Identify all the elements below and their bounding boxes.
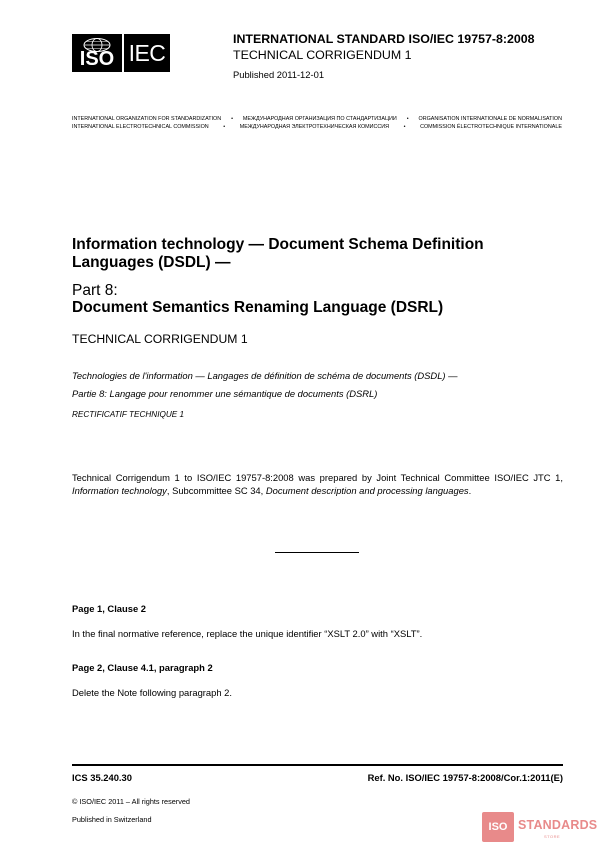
section-heading: Page 2, Clause 4.1, paragraph 2 [72,662,213,673]
french-title: Technologies de l'information — Langages de définition de schéma de documents (DSDL) — [72,370,458,381]
footer-rule [72,764,563,766]
org-name: INTERNATIONAL ORGANIZATION FOR STANDARDIZATION [72,116,222,122]
iso-standards-store-watermark [482,812,598,844]
french-part-title: Partie 8: Langage pour renommer une sémantique de documents (DSRL) [72,388,378,399]
iso-logo-text: ISO [79,48,115,70]
standard-number: INTERNATIONAL STANDARD ISO/IEC 19757-8:2008 [233,32,535,46]
separator: • [231,116,233,122]
org-line-2 [72,124,562,130]
part-number: Part 8: [72,282,118,299]
intro-italic: Document description and processing languages [265,485,469,496]
copyright: © ISO/IEC 2011 – All rights reserved [72,797,190,806]
watermark-label: STANDARDS [518,818,598,832]
published-date: Published 2011-12-01 [233,69,325,80]
section-body: Delete the Note following paragraph 2. [72,687,232,698]
intro-italic: Information technology [72,485,167,496]
reference-number: Ref. No. ISO/IEC 19757-8:2008/Cor.1:2011(E) [367,772,563,783]
part-title: Document Semantics Renaming Language (DSRL) [72,299,444,316]
intro-text: Technical Corrigendum 1 to ISO/IEC 19757-8:2008 was prepared by Joint Technical Committee ISO/IEC JTC 1, [72,472,563,483]
watermark-badge: ISO [482,812,514,842]
intro-text: . [468,485,472,496]
org-name: МЕЖДУНАРОДНАЯ ЭЛЕКТРОТЕХНИЧЕСКАЯ КОМИССИЯ [239,124,390,130]
french-corrigendum: RECTIFICATIF TECHNIQUE 1 [72,410,185,419]
iso-logo [72,34,122,72]
iec-logo [124,34,170,72]
corrigendum-label: TECHNICAL CORRIGENDUM 1 [233,48,412,62]
ics-code: ICS 35.240.30 [72,772,132,783]
document-title: Information technology — Document Schema Definition Languages (DSDL) — [72,236,484,271]
org-line-1 [72,116,562,122]
separator: • [223,124,226,130]
org-name: INTERNATIONAL ELECTROTECHNICAL COMMISSION [72,124,209,130]
org-name: ORGANISATION INTERNATIONALE DE NORMALISATION [418,116,562,122]
intro-paragraph [72,471,563,497]
watermark-sub: STORE [544,834,561,839]
intro-text: , Subcommittee SC 34, [166,485,266,496]
org-name: МЕЖДУНАРОДНАЯ ОРГАНИЗАЦИЯ ПО СТАНДАРТИЗАЦИИ [242,116,397,122]
section-heading: Page 1, Clause 2 [72,603,146,614]
org-name: COMMISSION ÉLECTROTECHNIQUE INTERNATIONALE [420,124,562,130]
corrigendum-heading: TECHNICAL CORRIGENDUM 1 [72,332,248,346]
section-body: In the final normative reference, replace the unique identifier “XSLT 2.0” with “XSLT”. [72,628,423,639]
divider [275,552,359,553]
separator: • [403,124,406,130]
separator: • [406,116,409,122]
iec-logo-text: IEC [128,40,166,66]
published-in: Published in Switzerland [72,815,152,824]
